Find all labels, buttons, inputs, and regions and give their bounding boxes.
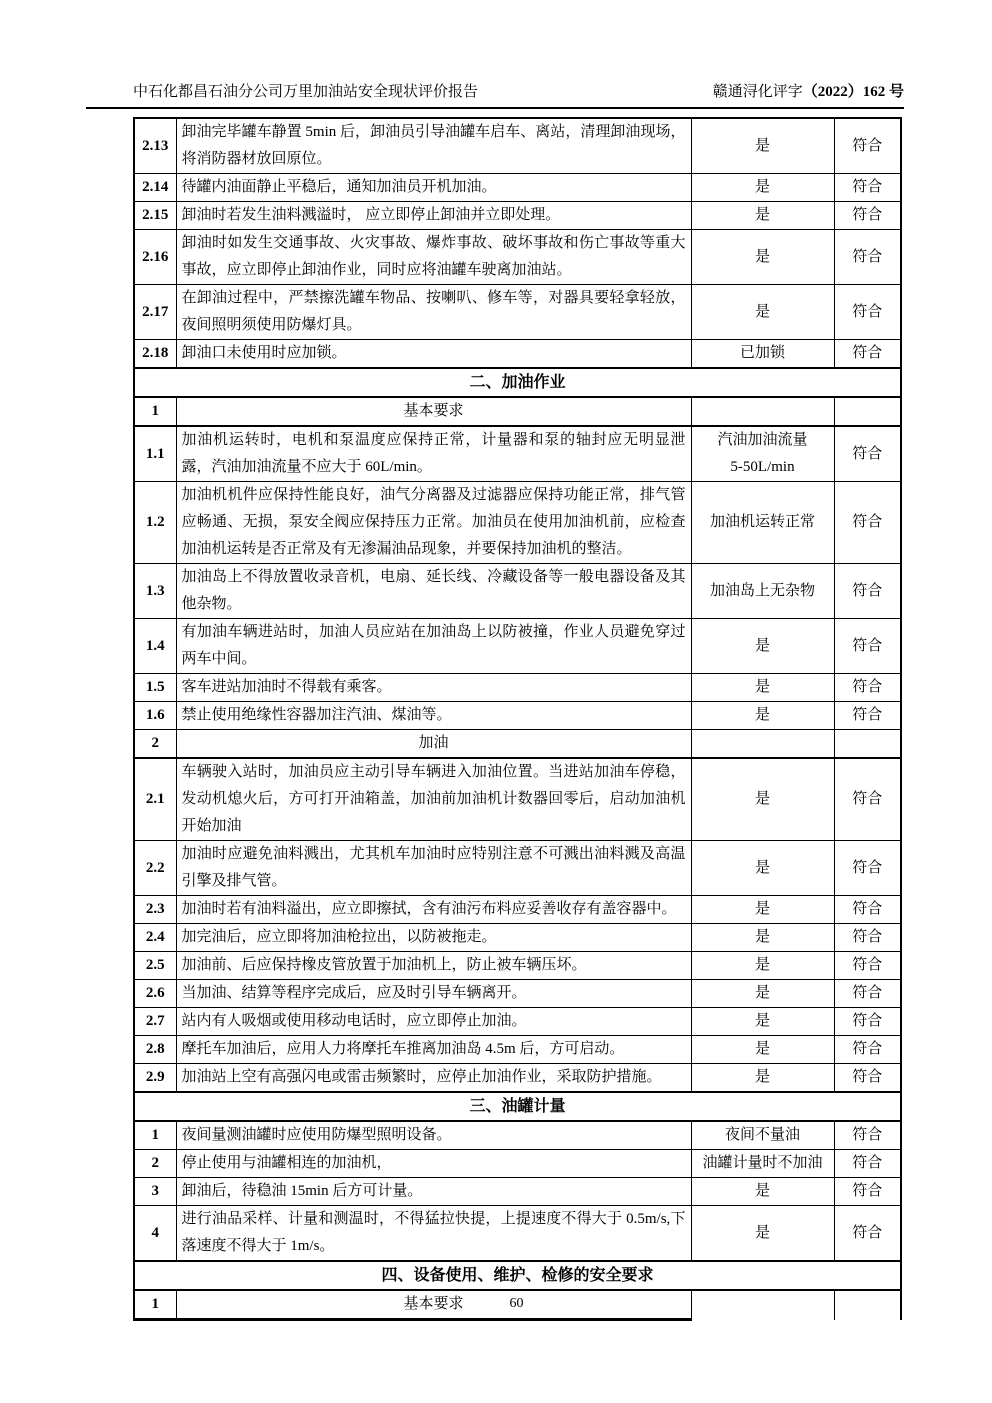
row-number-cell: 1	[134, 397, 176, 426]
checklist-row	[134, 924, 901, 952]
row-number-cell: 2.18	[134, 340, 176, 369]
row-number-cell: 2.8	[134, 1036, 176, 1064]
status-cell	[691, 426, 834, 482]
row-number-cell: 1	[134, 1121, 176, 1150]
requirement-cell: 在卸油过程中，严禁擦洗罐车物品、按喇叭、修车等，对器具要轻拿轻放，夜间照明须使用防爆灯具。	[176, 285, 691, 340]
row-number-cell: 1.1	[134, 426, 176, 482]
subsection-row	[134, 730, 901, 759]
checklist-row	[134, 619, 901, 674]
result-cell: 符合	[834, 896, 901, 924]
checklist-row	[134, 1121, 901, 1150]
row-number-cell: 1.3	[134, 564, 176, 619]
checklist-row	[134, 202, 901, 230]
requirement-cell: 加油机运转时，电机和泵温度应保持正常，计量器和泵的轴封应无明显泄露，汽油加油流量不应大于 60L/min。	[176, 426, 691, 482]
checklist-row	[134, 340, 901, 369]
row-number-cell: 1.6	[134, 702, 176, 730]
section-title: 四、设备使用、维护、检修的安全要求	[134, 1261, 901, 1290]
status-cell: 是	[691, 924, 834, 952]
result-cell: 符合	[834, 674, 901, 702]
section-title: 二、加油作业	[134, 368, 901, 397]
row-number-cell: 1	[134, 1290, 176, 1320]
checklist-row	[134, 564, 901, 619]
section-header-row	[134, 1092, 901, 1121]
row-number-cell: 2.7	[134, 1008, 176, 1036]
row-number-cell: 2.4	[134, 924, 176, 952]
result-cell	[834, 730, 901, 759]
requirement-cell: 禁止使用绝缘性容器加注汽油、煤油等。	[176, 702, 691, 730]
row-number-cell: 1.2	[134, 482, 176, 564]
checklist-row	[134, 1036, 901, 1064]
result-cell: 符合	[834, 952, 901, 980]
status-cell: 是	[691, 841, 834, 896]
requirement-cell: 加油	[176, 730, 691, 759]
status-cell: 是	[691, 202, 834, 230]
status-cell: 加油岛上无杂物	[691, 564, 834, 619]
row-number-cell: 1.4	[134, 619, 176, 674]
row-number-cell: 2.5	[134, 952, 176, 980]
status-cell: 油罐计量时不加油	[691, 1150, 834, 1178]
result-cell: 符合	[834, 1036, 901, 1064]
row-number-cell: 2.17	[134, 285, 176, 340]
requirement-cell: 有加油车辆进站时，加油人员应站在加油岛上以防被撞，作业人员避免穿过两车中间。	[176, 619, 691, 674]
status-cell: 是	[691, 619, 834, 674]
result-cell: 符合	[834, 1064, 901, 1093]
checklist-row	[134, 285, 901, 340]
status-cell	[691, 730, 834, 759]
row-number-cell: 2.16	[134, 230, 176, 285]
status-cell: 是	[691, 230, 834, 285]
requirement-cell: 加油前、后应保持橡皮管放置于加油机上，防止被车辆压坏。	[176, 952, 691, 980]
status-cell: 是	[691, 174, 834, 202]
row-number-cell: 4	[134, 1206, 176, 1262]
safety-checklist-table	[133, 117, 902, 1321]
requirement-cell: 摩托车加油后，应用人力将摩托车推离加油岛 4.5m 后，方可启动。	[176, 1036, 691, 1064]
result-cell: 符合	[834, 841, 901, 896]
page-number: 60	[509, 1296, 524, 1311]
row-number-cell: 2.13	[134, 118, 176, 174]
requirement-cell: 加油机机件应保持性能良好，油气分离器及过滤器应保持功能正常，排气管应畅通、无损，泵安全阀应保持压力正常。加油员在使用加油机前，应检查加油机运转是否正常及有无渗漏油品现象，并要保持加油机的整洁。	[176, 482, 691, 564]
status-cell: 加油机运转正常	[691, 482, 834, 564]
requirement-cell: 加油时应避免油料溅出，尤其机车加油时应特别注意不可溅出油料溅及高温引擎及排气管。	[176, 841, 691, 896]
result-cell: 符合	[834, 1008, 901, 1036]
row-number-cell: 2.6	[134, 980, 176, 1008]
result-cell: 符合	[834, 1178, 901, 1206]
requirement-cell: 基本要求	[176, 1290, 691, 1320]
result-cell: 符合	[834, 1206, 901, 1262]
section-title: 三、油罐计量	[134, 1092, 901, 1121]
status-cell: 是	[691, 1178, 834, 1206]
row-number-cell: 2.3	[134, 896, 176, 924]
result-cell: 符合	[834, 980, 901, 1008]
requirement-cell: 夜间量测油罐时应使用防爆型照明设备。	[176, 1121, 691, 1150]
status-cell: 是	[691, 952, 834, 980]
result-cell: 符合	[834, 758, 901, 841]
status-cell: 已加锁	[691, 340, 834, 369]
requirement-cell: 停止使用与油罐相连的加油机，	[176, 1150, 691, 1178]
result-cell: 符合	[834, 1150, 901, 1178]
result-cell: 符合	[834, 702, 901, 730]
row-number-cell: 2.2	[134, 841, 176, 896]
checklist-row	[134, 702, 901, 730]
row-number-cell: 2.15	[134, 202, 176, 230]
requirement-cell: 卸油时若发生油料溅溢时， 应立即停止卸油并立即处理。	[176, 202, 691, 230]
checklist-row	[134, 118, 901, 174]
requirement-cell: 卸油时如发生交通事故、火灾事故、爆炸事故、破坏事故和伤亡事故等重大事故，应立即停止卸油作业，同时应将油罐车驶离加油站。	[176, 230, 691, 285]
header-report-title: 中石化都昌石油分公司万里加油站安全现状评价报告	[133, 84, 479, 100]
status-cell: 是	[691, 674, 834, 702]
checklist-row	[134, 482, 901, 564]
requirement-cell: 进行油品采样、计量和测温时，不得猛拉快提，上提速度不得大于 0.5m/s,下落速度不得大于 1m/s。	[176, 1206, 691, 1262]
status-cell: 是	[691, 758, 834, 841]
checklist-row	[134, 230, 901, 285]
result-cell: 符合	[834, 619, 901, 674]
header-doc-number-value: （2022）162 号	[802, 84, 904, 100]
checklist-row	[134, 174, 901, 202]
checklist-row	[134, 1150, 901, 1178]
status-cell: 是	[691, 702, 834, 730]
requirement-cell: 客车进站加油时不得载有乘客。	[176, 674, 691, 702]
row-number-cell: 2	[134, 1150, 176, 1178]
row-number-cell: 1.5	[134, 674, 176, 702]
result-cell: 符合	[834, 482, 901, 564]
requirement-cell: 车辆驶入站时，加油员应主动引导车辆进入加油位置。当进站加油车停稳，发动机熄火后，方可打开油箱盖，加油前加油机计数器回零后，启动加油机开始加油	[176, 758, 691, 841]
status-line: 5-50L/min	[730, 459, 795, 475]
status-cell: 是	[691, 285, 834, 340]
row-number-cell: 2.9	[134, 1064, 176, 1093]
status-line: 汽油加油流量	[717, 432, 808, 448]
requirement-cell: 卸油后，待稳油 15min 后方可计量。	[176, 1178, 691, 1206]
checklist-row	[134, 1178, 901, 1206]
row-number-cell: 3	[134, 1178, 176, 1206]
checklist-row	[134, 841, 901, 896]
result-cell: 符合	[834, 118, 901, 174]
document-header	[86, 82, 904, 109]
section-header-row	[134, 1261, 901, 1290]
header-doc-number	[713, 82, 904, 102]
status-cell: 是	[691, 118, 834, 174]
status-cell: 是	[691, 896, 834, 924]
result-cell: 符合	[834, 924, 901, 952]
result-cell: 符合	[834, 230, 901, 285]
checklist-row	[134, 674, 901, 702]
status-cell	[691, 397, 834, 426]
result-cell: 符合	[834, 202, 901, 230]
row-number-cell: 2	[134, 730, 176, 759]
status-cell: 是	[691, 980, 834, 1008]
result-cell: 符合	[834, 285, 901, 340]
checklist-row	[134, 1064, 901, 1093]
section-header-row	[134, 368, 901, 397]
row-number-cell: 2.1	[134, 758, 176, 841]
checklist-row	[134, 1008, 901, 1036]
checklist-row	[134, 952, 901, 980]
checklist-row	[134, 426, 901, 482]
checklist-row	[134, 758, 901, 841]
requirement-cell: 加完油后，应立即将加油枪拉出，以防被拖走。	[176, 924, 691, 952]
requirement-cell: 站内有人吸烟或使用移动电话时，应立即停止加油。	[176, 1008, 691, 1036]
checklist-row	[134, 1206, 901, 1262]
requirement-cell: 当加油、结算等程序完成后，应及时引导车辆离开。	[176, 980, 691, 1008]
result-cell: 符合	[834, 1121, 901, 1150]
checklist-row	[134, 896, 901, 924]
requirement-cell: 加油时若有油料溢出，应立即擦拭，含有油污布料应妥善收存有盖容器中。	[176, 896, 691, 924]
result-cell: 符合	[834, 174, 901, 202]
status-cell: 是	[691, 1206, 834, 1262]
result-cell	[834, 397, 901, 426]
result-cell: 符合	[834, 564, 901, 619]
requirement-cell: 卸油口未使用时应加锁。	[176, 340, 691, 369]
requirement-cell: 加油岛上不得放置收录音机，电扇、延长线、冷藏设备等一般电器设备及其他杂物。	[176, 564, 691, 619]
row-number-cell: 2.14	[134, 174, 176, 202]
status-cell: 是	[691, 1064, 834, 1093]
status-cell: 是	[691, 1008, 834, 1036]
status-cell: 夜间不量油	[691, 1121, 834, 1150]
requirement-cell: 待罐内油面静止平稳后，通知加油员开机加油。	[176, 174, 691, 202]
result-cell: 符合	[834, 426, 901, 482]
requirement-cell: 基本要求	[176, 397, 691, 426]
status-cell: 是	[691, 1036, 834, 1064]
requirement-cell: 加油站上空有高强闪电或雷击频繁时，应停止加油作业，采取防护措施。	[176, 1064, 691, 1093]
requirement-cell: 卸油完毕罐车静置 5min 后，卸油员引导油罐车启车、离站，清理卸油现场，将消防器材放回原位。	[176, 118, 691, 174]
result-cell: 符合	[834, 340, 901, 369]
checklist-row	[134, 980, 901, 1008]
header-doc-number-prefix: 赣通浔化评字	[712, 84, 803, 100]
subsection-row	[134, 397, 901, 426]
